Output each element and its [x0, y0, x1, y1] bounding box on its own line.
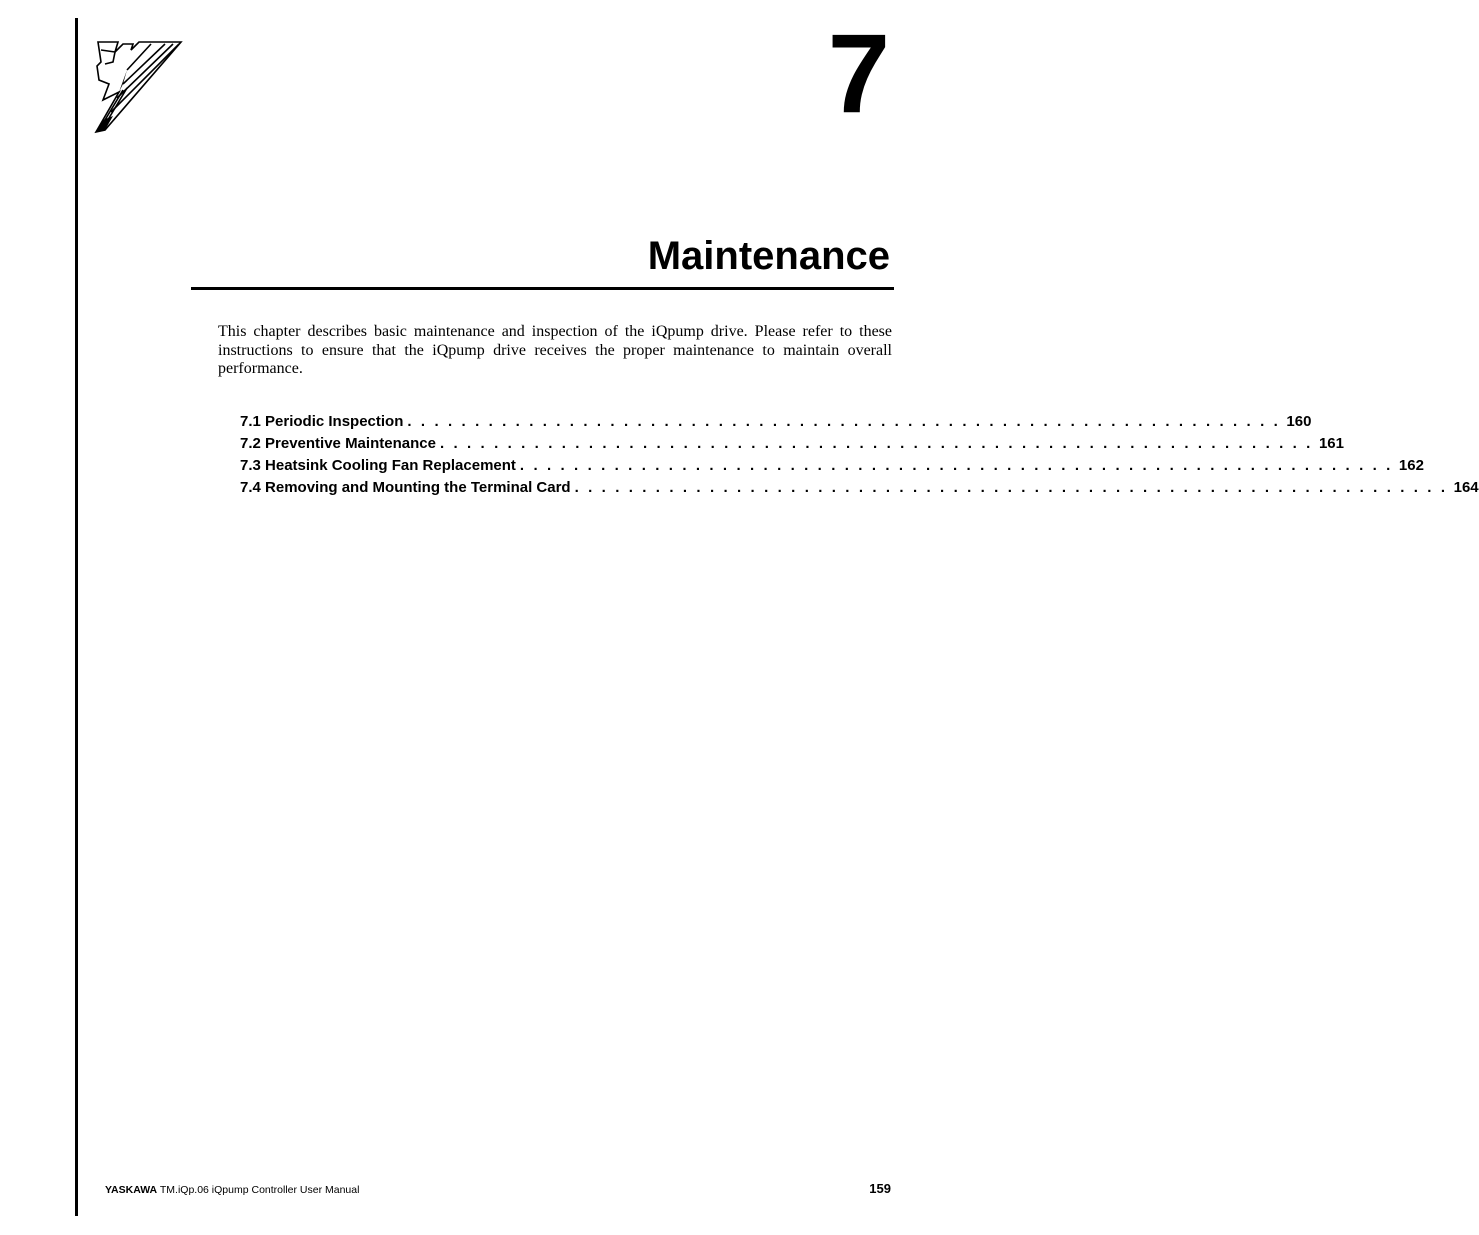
toc-entry-page: 161	[1318, 435, 1344, 452]
footer-brand: YASKAWA	[105, 1184, 158, 1196]
toc-entry-label: 7.4 Removing and Mounting the Terminal Card	[240, 479, 571, 496]
toc-dot-leader: . . . . . . . . . . . . . . . . . . . . . . . . . . . . . . . . . . . . . . . . . . . . . . . . . . . . . . . . . . . . . . . . .	[407, 413, 1281, 430]
toc-entry-label: 7.2 Preventive Maintenance	[240, 435, 436, 452]
left-margin-rule	[75, 18, 78, 1216]
title-underline-rule	[191, 287, 894, 290]
toc-entry[interactable]	[240, 433, 1344, 455]
footer-manual-name: TM.iQp.06 iQpump Controller User Manual	[159, 1184, 360, 1196]
chapter-number: 7	[827, 11, 888, 136]
toc-dot-leader: . . . . . . . . . . . . . . . . . . . . . . . . . . . . . . . . . . . . . . . . . . . . . . . . . . . . . . . . . . . . . . . . .	[439, 435, 1313, 452]
toc-entry-page: 164	[1453, 479, 1479, 496]
footer-page-number: 159	[869, 1181, 891, 1196]
toc-dot-leader: . . . . . . . . . . . . . . . . . . . . . . . . . . . . . . . . . . . . . . . . . . . . . . . . . . . . . . . . . . . . . . . . .	[574, 479, 1448, 496]
chapter-title: Maintenance	[647, 234, 890, 278]
yaskawa-logo-icon	[93, 40, 185, 134]
chapter-intro-paragraph: This chapter describes basic maintenance and inspection of the iQpump drive. Please refer to these instructions to ensure that the iQpump drive receives the proper maintenance to maintain overall performance.	[218, 323, 892, 378]
toc-entry-label: 7.3 Heatsink Cooling Fan Replacement	[240, 457, 516, 474]
toc-dot-leader: . . . . . . . . . . . . . . . . . . . . . . . . . . . . . . . . . . . . . . . . . . . . . . . . . . . . . . . . . . . . . . . . .	[519, 457, 1393, 474]
toc-entry[interactable]	[240, 455, 1424, 477]
toc-entry[interactable]	[240, 477, 1479, 499]
toc-entry-page: 162	[1398, 457, 1424, 474]
footer-manual-title	[105, 1183, 359, 1197]
toc-entry[interactable]	[240, 411, 1312, 433]
toc-entry-page: 160	[1286, 413, 1312, 430]
toc-entry-label: 7.1 Periodic Inspection	[240, 413, 404, 430]
chapter-table-of-contents	[240, 411, 1479, 499]
